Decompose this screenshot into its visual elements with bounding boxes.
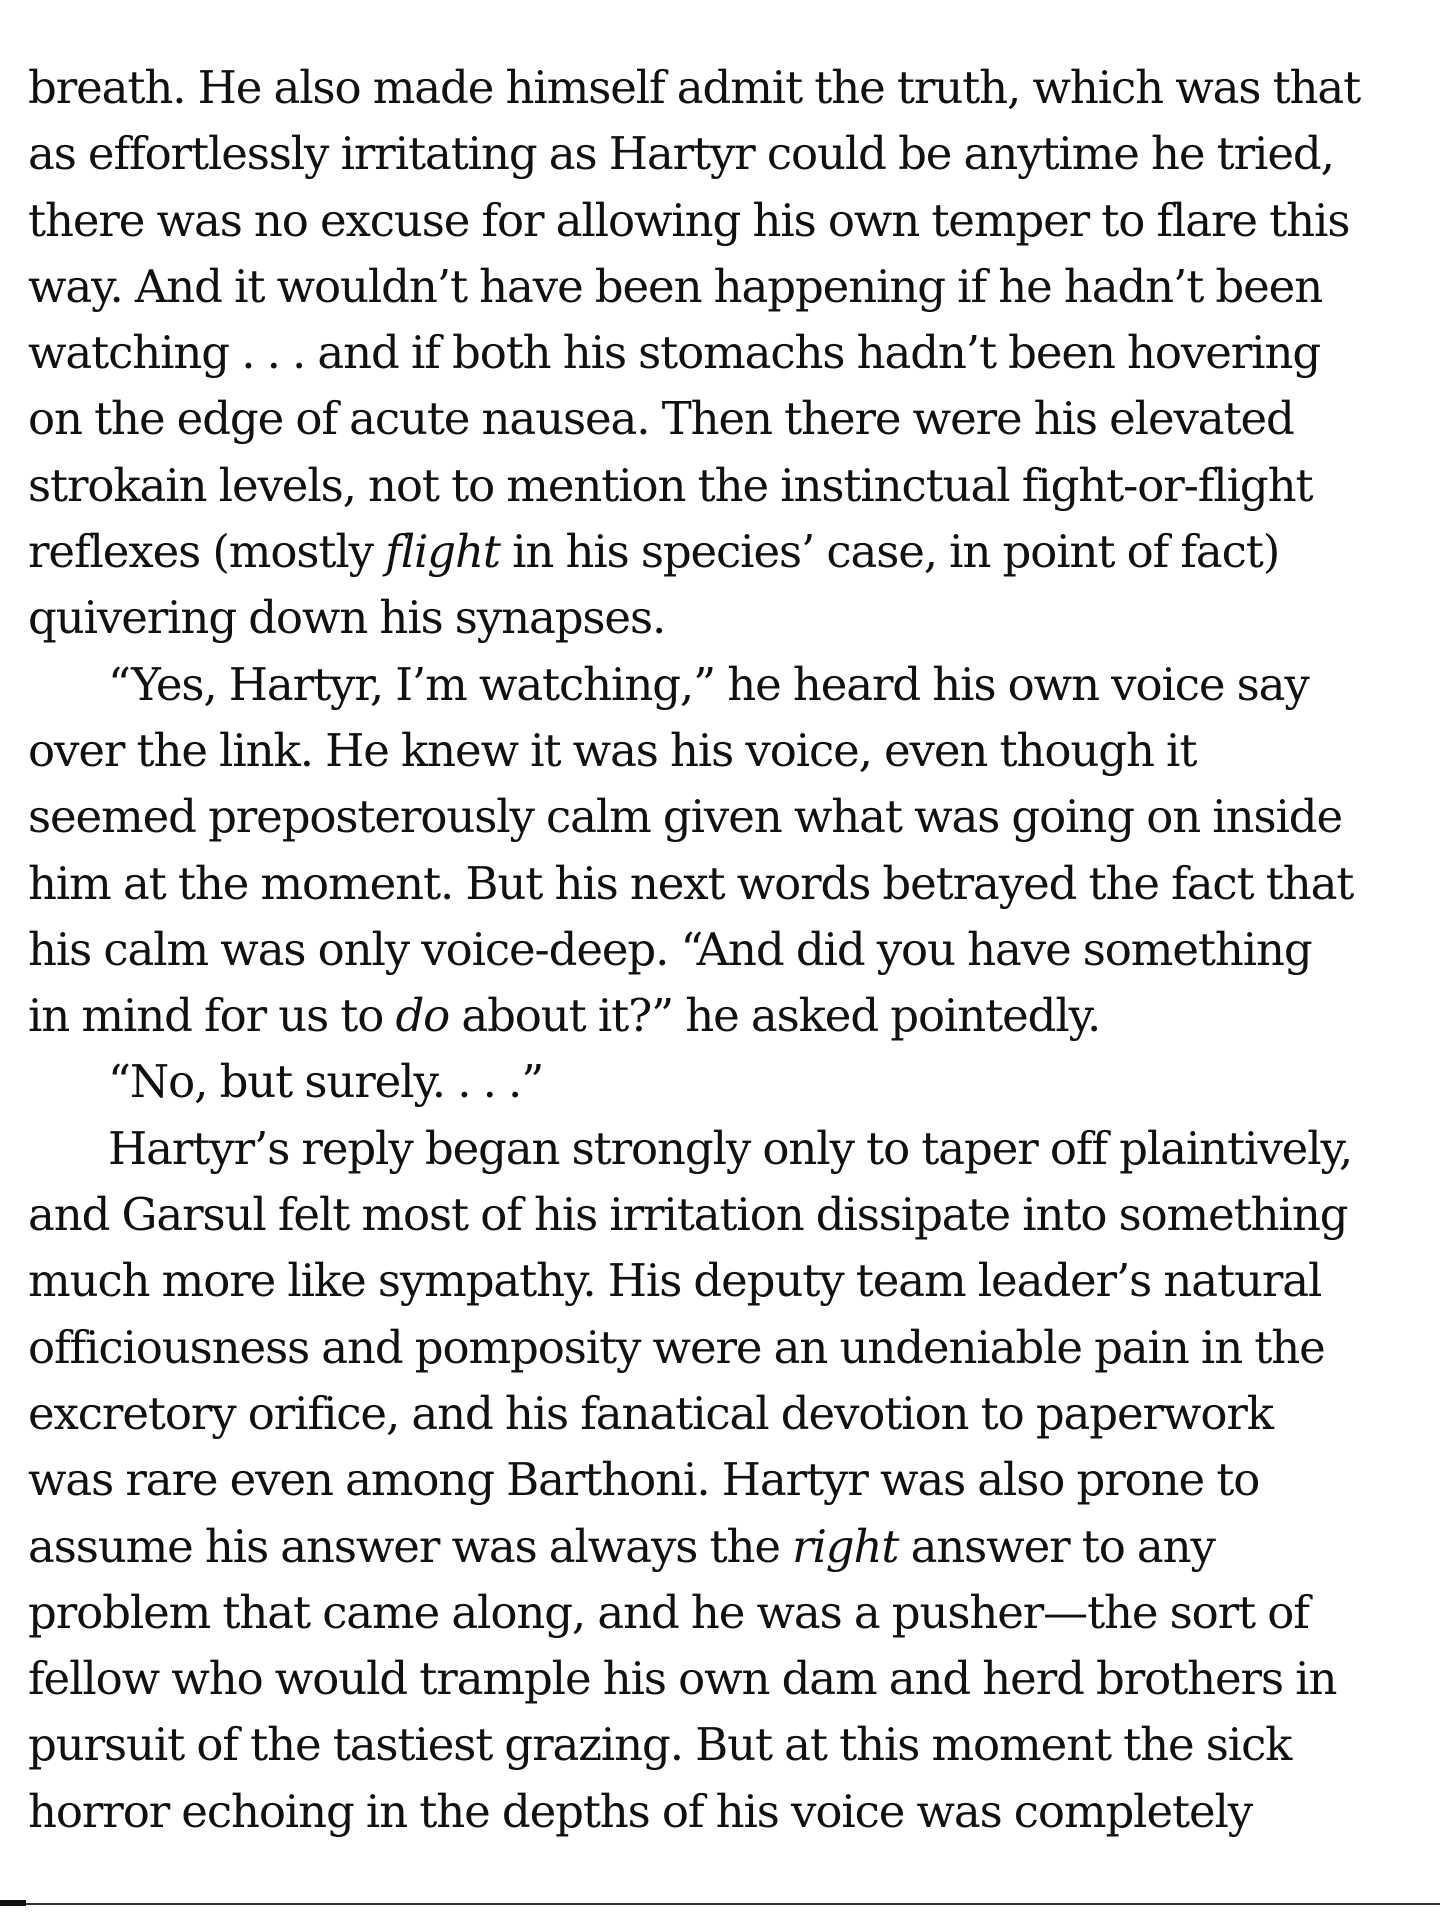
- paragraph-2: [28, 652, 1416, 1050]
- paragraph-4: [28, 1116, 1416, 1845]
- text-line: seemed preposterously calm given what was going on inside: [28, 790, 1342, 844]
- text-line: quivering down his synapses.: [28, 591, 666, 645]
- text-run: answer to any: [898, 1519, 1215, 1573]
- text-line: problem that came along, and he was a pusher—the sort of: [28, 1585, 1309, 1639]
- text-line: [28, 983, 1416, 1049]
- paragraph-3: [28, 1049, 1416, 1115]
- text-line: on the edge of acute nausea. Then there were his elevated: [28, 392, 1294, 446]
- text-line: officiousness and pomposity were an undeniable pain in the: [28, 1320, 1325, 1374]
- text-line: much more like sympathy. His deputy team leader’s natural: [28, 1254, 1322, 1308]
- text-line: Hartyr’s reply began strongly only to taper off plaintively,: [108, 1121, 1353, 1175]
- text-line: was rare even among Barthoni. Hartyr was also prone to: [28, 1453, 1260, 1507]
- text-line: fellow who would trample his own dam and herd brothers in: [28, 1652, 1337, 1706]
- text-line: way. And it wouldn’t have been happening if he hadn’t been: [28, 259, 1323, 313]
- text-line: strokain levels, not to mention the instinctual fight-or-flight: [28, 458, 1313, 512]
- text-line: [28, 519, 1416, 585]
- text-run: in his species’ case, in point of fact): [499, 525, 1280, 579]
- text-line: horror echoing in the depths of his voice was completely: [28, 1784, 1253, 1838]
- text-run: assume his answer was always the: [28, 1519, 793, 1573]
- book-page-text: [28, 55, 1416, 1845]
- text-line: excretory orifice, and his fanatical devotion to paperwork: [28, 1386, 1273, 1440]
- text-line: as effortlessly irritating as Hartyr could be anytime he tried,: [28, 127, 1334, 181]
- page-footer-marker: [0, 1900, 26, 1906]
- text-line: watching . . . and if both his stomachs hadn’t been hovering: [28, 326, 1321, 380]
- paragraph-1: [28, 55, 1416, 652]
- text-line: [28, 1514, 1416, 1580]
- text-run: about it?” he asked pointedly.: [449, 989, 1101, 1043]
- text-line: “No, but surely. . . .”: [108, 1055, 544, 1109]
- italic-emphasis: flight: [385, 525, 500, 579]
- text-run: in mind for us to: [28, 989, 396, 1043]
- text-line: over the link. He knew it was his voice, even though it: [28, 723, 1197, 777]
- text-run: reflexes (mostly: [28, 525, 386, 579]
- text-line: his calm was only voice-deep. “And did you have something: [28, 922, 1312, 976]
- italic-emphasis: right: [792, 1519, 899, 1573]
- italic-emphasis: do: [395, 989, 450, 1043]
- text-line: breath. He also made himself admit the truth, which was that: [28, 61, 1361, 114]
- page-footer-divider: [0, 1903, 1440, 1905]
- text-line: and Garsul felt most of his irritation dissipate into something: [28, 1188, 1348, 1242]
- text-line: “Yes, Hartyr, I’m watching,” he heard his own voice say: [108, 657, 1309, 711]
- text-line: there was no excuse for allowing his own temper to flare this: [28, 193, 1350, 247]
- text-line: pursuit of the tastiest grazing. But at this moment the sick: [28, 1718, 1292, 1772]
- text-line: him at the moment. But his next words betrayed the fact that: [28, 856, 1354, 910]
